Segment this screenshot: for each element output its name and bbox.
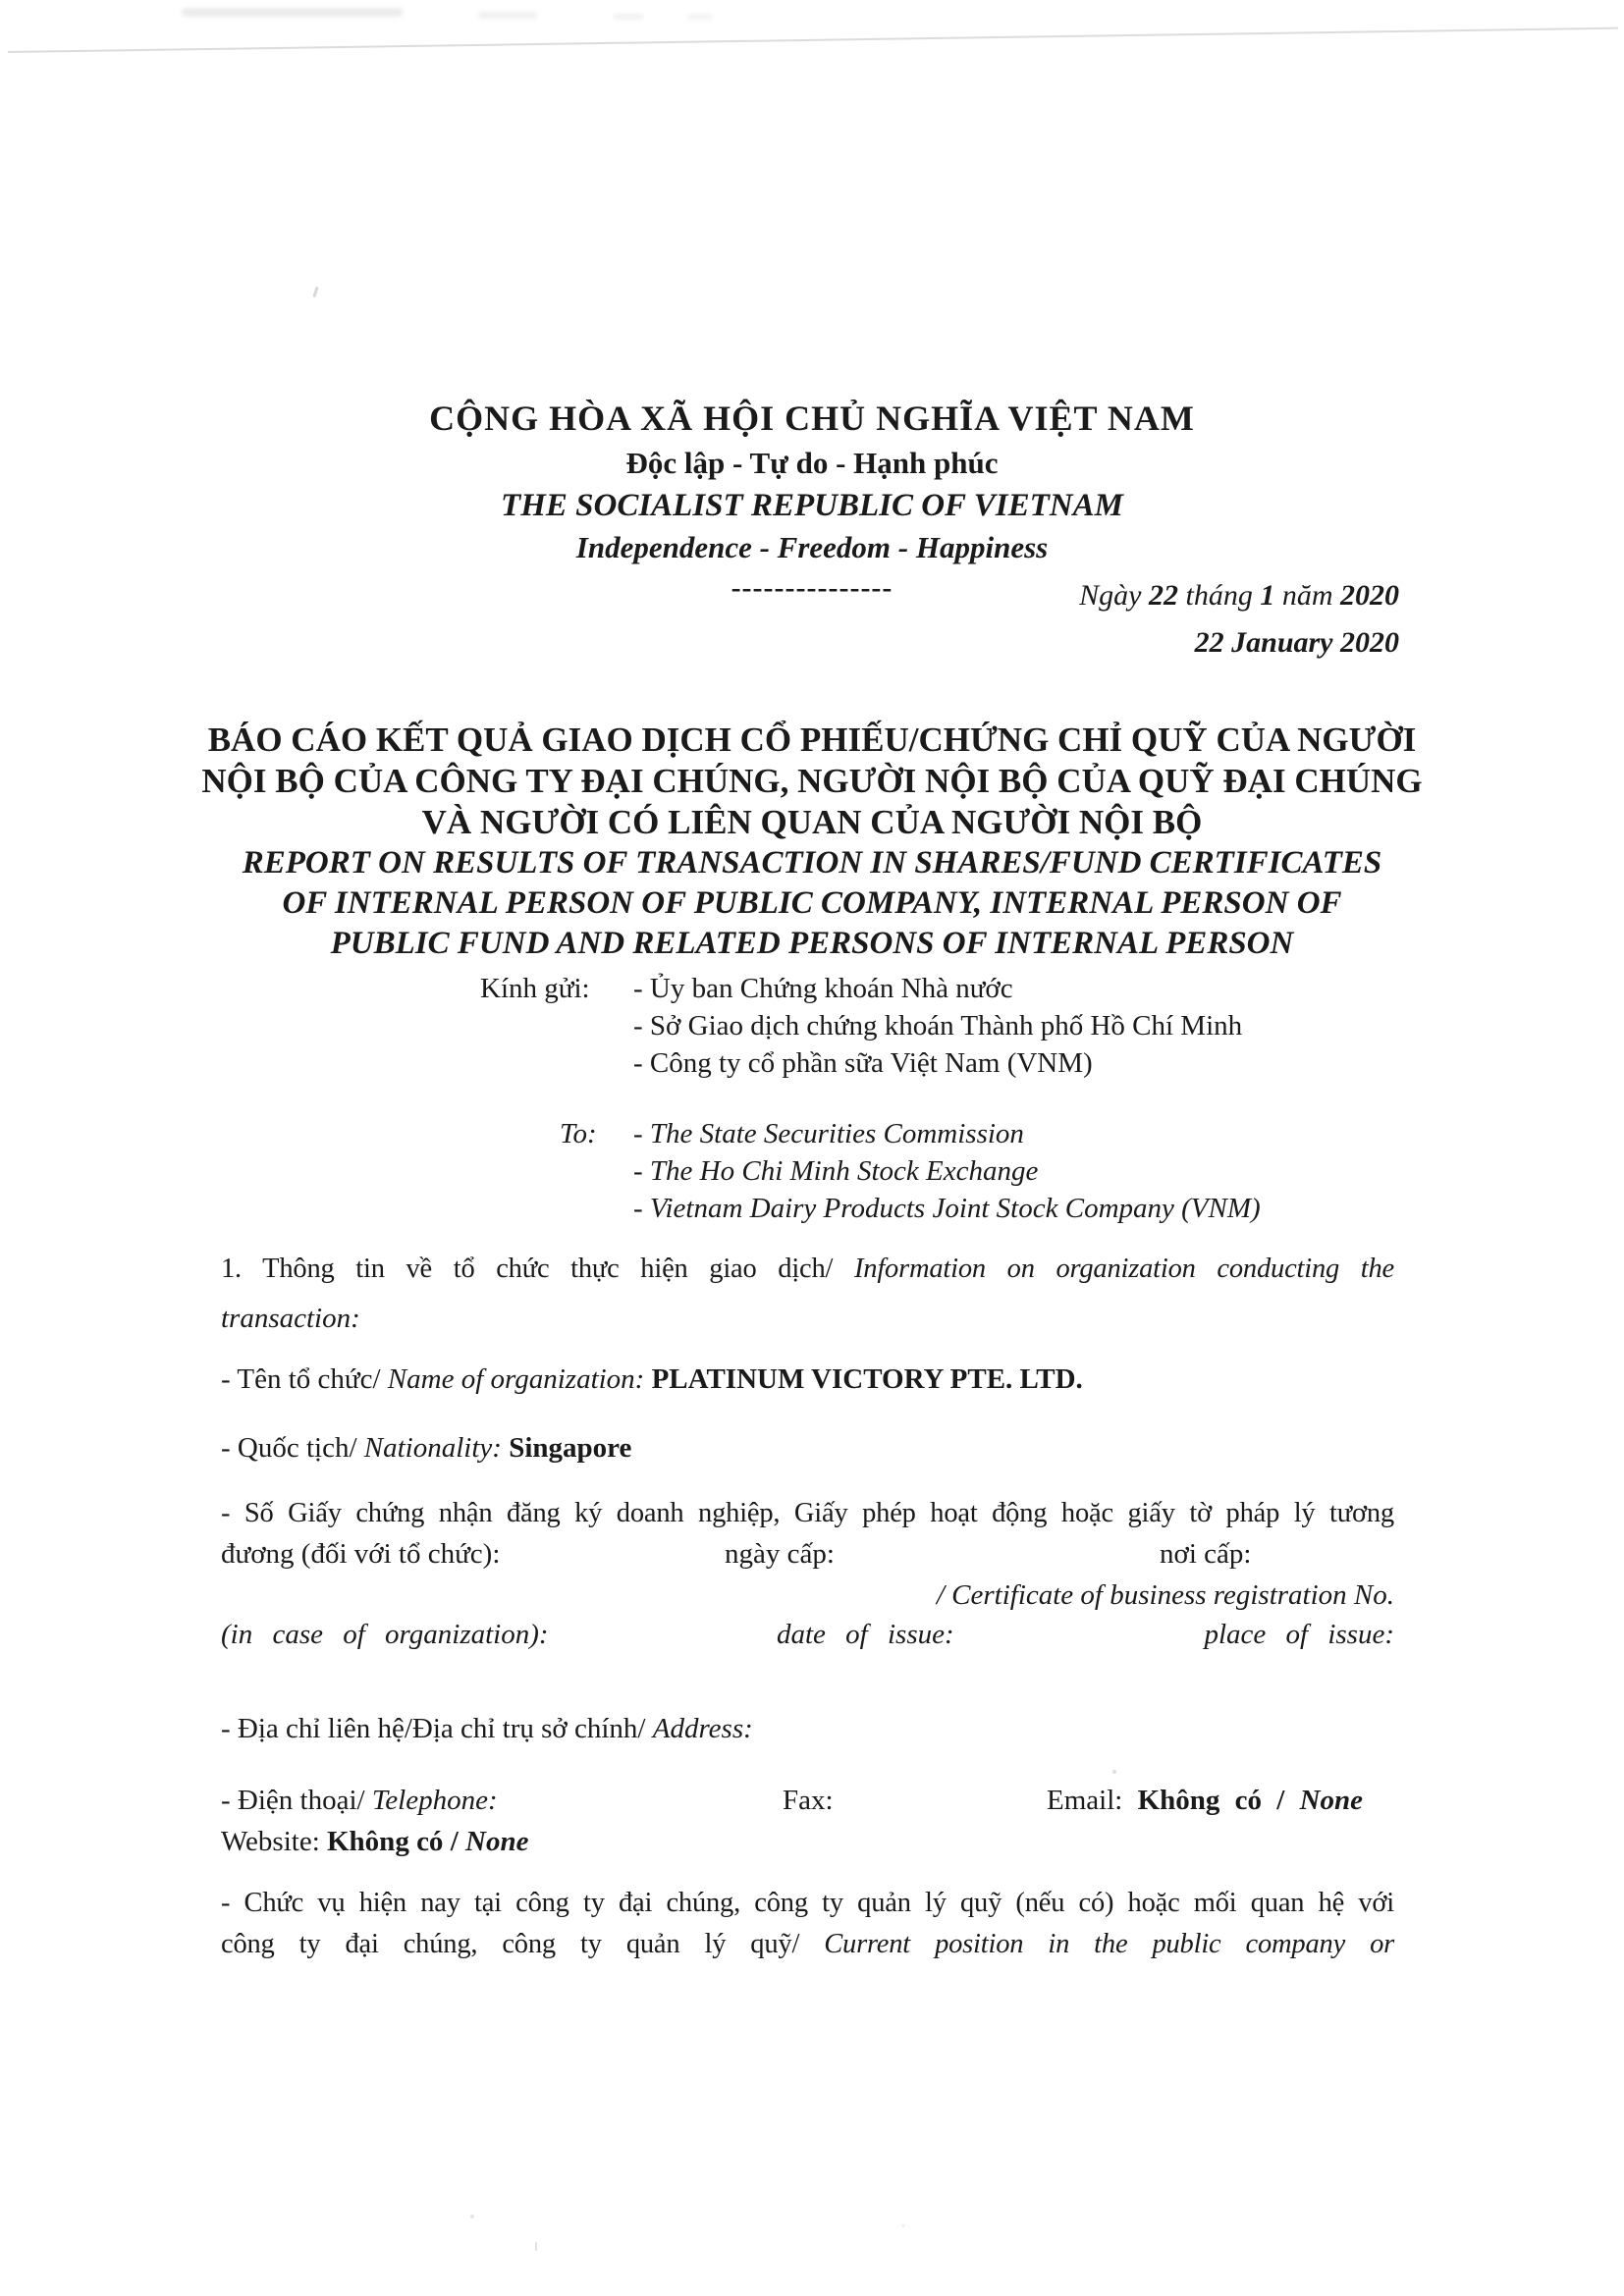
recipient-item: - Công ty cổ phần sữa Việt Nam (VNM) — [633, 1047, 1093, 1079]
report-title-vn-line: NỘI BỘ CỦA CÔNG TY ĐẠI CHÚNG, NGƯỜI NỘI BỘ CỦA QUỸ ĐẠI CHÚNG — [201, 762, 1423, 800]
registration-vn-line2 — [221, 1534, 1394, 1575]
issue-place-label-vn: nơi cấp: — [1160, 1538, 1252, 1570]
recipient-item: - The Ho Chi Minh Stock Exchange — [633, 1155, 1039, 1187]
scan-smudge — [614, 14, 643, 20]
telephone-label: - Điện thoại/ Telephone: — [221, 1785, 498, 1816]
header-divider: --------------- — [731, 571, 893, 604]
scan-smudge — [478, 12, 537, 19]
report-title-vn-line: BÁO CÁO KẾT QUẢ GIAO DỊCH CỔ PHIẾU/CHỨNG CHỈ QUỸ CỦA NGƯỜI — [207, 721, 1417, 759]
scan-speck — [535, 2242, 537, 2251]
contact-line — [221, 1781, 1394, 1820]
date-vn: Ngày 22 tháng 1 năm 2020 — [1079, 579, 1399, 612]
section1-heading — [221, 1245, 1394, 1343]
registration-vn-rest: đương (đối với tổ chức): — [221, 1538, 501, 1570]
email-value: Không có — [1137, 1785, 1263, 1816]
scan-speck — [312, 287, 318, 297]
recipient-item: - Ủy ban Chứng khoán Nhà nước — [633, 973, 1013, 1004]
nationality-value: Singapore — [509, 1432, 632, 1464]
org-name-value: PLATINUM VICTORY PTE. LTD. — [651, 1363, 1083, 1395]
website-value: Không có — [327, 1826, 444, 1857]
website-line: Website: Không có / None — [221, 1826, 529, 1857]
motto-vn: Độc lập - Tự do - Hạnh phúc — [625, 446, 999, 480]
scan-speck — [1112, 1770, 1116, 1774]
address-line: - Địa chỉ liên hệ/Địa chỉ trụ sở chính/ Address: — [221, 1713, 753, 1744]
issue-date-label-en: date of issue: — [777, 1619, 954, 1650]
issue-date-label-vn: ngày cấp: — [725, 1538, 835, 1570]
section1-heading-line1: 1. Thông tin về tổ chức thực hiện giao dịch/ Information on organization conducting the — [221, 1254, 1395, 1284]
recipient-item: - Sở Giao dịch chứng khoán Thành phố Hồ Chí Minh — [633, 1010, 1243, 1041]
recipients-vn-list — [633, 970, 1242, 1082]
recipients-vn — [480, 970, 1242, 1082]
motto-en: Independence - Freedom - Happiness — [575, 530, 1049, 564]
registration-en-case: (in case of organization): — [221, 1619, 549, 1650]
recipients-en-list — [633, 1115, 1261, 1227]
recipient-item: - Vietnam Dairy Products Joint Stock Company (VNM) — [633, 1193, 1261, 1224]
section1-heading-line2: transaction: — [221, 1303, 360, 1334]
scan-artifact-line — [8, 27, 1618, 53]
scan-speck — [470, 2215, 474, 2218]
recipients-en — [480, 1115, 1261, 1227]
country-name-vn: CỘNG HÒA XÃ HỘI CHỦ NGHĨA VIỆT NAM — [429, 399, 1195, 438]
email-field: Email: Không có / None — [1047, 1785, 1364, 1816]
org-name-line: - Tên tổ chức/ Name of organization: PLATINUM VICTORY PTE. LTD. — [221, 1363, 1083, 1395]
recipients-vn-label: Kính gửi: — [480, 973, 590, 1004]
scan-smudge — [182, 8, 403, 17]
scan-speck — [901, 2224, 905, 2227]
fax-label: Fax: — [783, 1785, 834, 1816]
country-name-en: THE SOCIALIST REPUBLIC OF VIETNAM — [501, 488, 1123, 523]
position-paragraph — [221, 1883, 1394, 1965]
registration-en-cert: / Certificate of business registration No. — [936, 1579, 1394, 1611]
report-title-en-line: PUBLIC FUND AND RELATED PERSONS OF INTERNAL PERSON — [330, 926, 1294, 961]
registration-vn-line1: - Số Giấy chứng nhận đăng ký doanh nghiệp, Giấy phép hoạt động hoặc giấy tờ pháp lý tương — [221, 1498, 1394, 1528]
report-title-en-line: OF INTERNAL PERSON OF PUBLIC COMPANY, INTERNAL PERSON OF — [282, 885, 1342, 921]
recipient-item: - The State Securities Commission — [633, 1118, 1024, 1149]
issue-place-label-en: place of issue: — [1204, 1619, 1394, 1650]
nationality-line: - Quốc tịch/ Nationality: Singapore — [221, 1432, 632, 1464]
report-title-vn-line: VÀ NGƯỜI CÓ LIÊN QUAN CỦA NGƯỜI NỘI BỘ — [421, 803, 1203, 841]
scan-smudge — [687, 14, 713, 20]
registration-block — [221, 1493, 1394, 1654]
date-block — [1079, 572, 1399, 667]
registration-en-line — [221, 1615, 1394, 1654]
report-title-en-line: REPORT ON RESULTS OF TRANSACTION IN SHARES/FUND CERTIFICATES — [242, 845, 1382, 881]
position-line2: công ty đại chúng, công ty quản lý quỹ/ Current position in the public company or — [221, 1929, 1395, 1959]
report-title — [5, 720, 1619, 964]
date-en: 22 January 2020 — [1194, 626, 1399, 659]
recipients-en-label: To: — [560, 1118, 597, 1149]
position-line1: - Chức vụ hiện nay tại công ty đại chúng, công ty quản lý quỹ (nếu có) hoặc mối quan hệ với — [221, 1888, 1394, 1918]
